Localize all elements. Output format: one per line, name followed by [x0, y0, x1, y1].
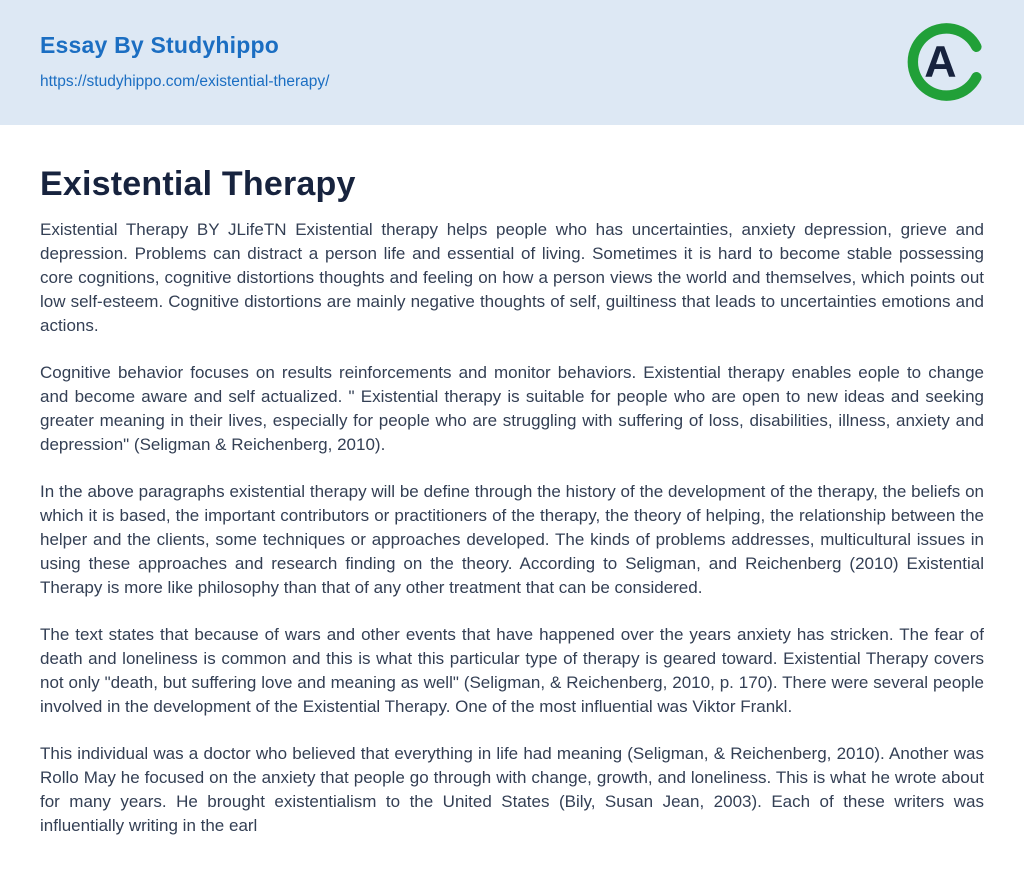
essay-paragraph: This individual was a doctor who believed that everything in life had meaning (Seligman, & Reichenberg, 2010). Another was Rollo May he focused on the anxiety that people go through with change, growth, and loneliness. This is what he wrote about for many years. He brought existentialism to the United States (Bily, Susan Jean, 2003). Each of these writers was influentially writing in the earl: [40, 744, 984, 835]
essay-paragraph: Existential Therapy BY JLifeTN Existential therapy helps people who has uncertainties, anxiety depression, grieve and depression. Problems can distract a person life and essential of living. Sometimes it is hard to become stable possessing core cognitions, cognitive distortions thoughts and feeling on how a person views the world and themselves, which points out low self-esteem. Cognitive distortions are mainly negative thoughts of self, guiltiness that leads to uncertainties emotions and actions.: [40, 220, 984, 335]
essay-title: Existential Therapy: [40, 165, 356, 203]
page-header: [0, 0, 1024, 125]
essay-paragraph: In the above paragraphs existential therapy will be define through the history of the development of the therapy, the beliefs on which it is based, the important contributors or practitioners of the therapy, the theory of helping, the relationship between the helper and the clients, some techniques or approaches developed. The kinds of problems addresses, multicultural issues in using these approaches and research finding on the theory. According to Seligman, and Reichenberg (2010) Existential Therapy is more like philosophy than that of any other treatment that can be considered.: [40, 482, 984, 597]
essay-content: [0, 125, 1024, 838]
essay-paragraph: Cognitive behavior focuses on results reinforcements and monitor behaviors. Existential therapy enables eople to change and become aware and self actualized. " Existential therapy is suitable for people who are open to new ideas and seeking greater meaning in their lives, especially for people who are struggling with suffering of loss, disabilities, illness, anxiety and depression" (Seligman & Reichenberg, 2010).: [40, 363, 984, 454]
logo-letter: A: [924, 37, 957, 88]
essay-paragraph: The text states that because of wars and other events that have happened over the years anxiety has stricken. The fear of death and loneliness is common and this is what this particular type of therapy is geared toward. Existential Therapy covers not only "death, but suffering love and meaning as well" (Seligman, & Reichenberg, 2010, p. 170). There were several people involved in the development of the Existential Therapy. One of the most influential was Viktor Frankl.: [40, 625, 984, 716]
source-url-link[interactable]: https://studyhippo.com/existential-therapy/: [40, 73, 330, 90]
studyhippo-logo-icon: [906, 18, 986, 106]
site-title: Essay By Studyhippo: [40, 32, 279, 58]
